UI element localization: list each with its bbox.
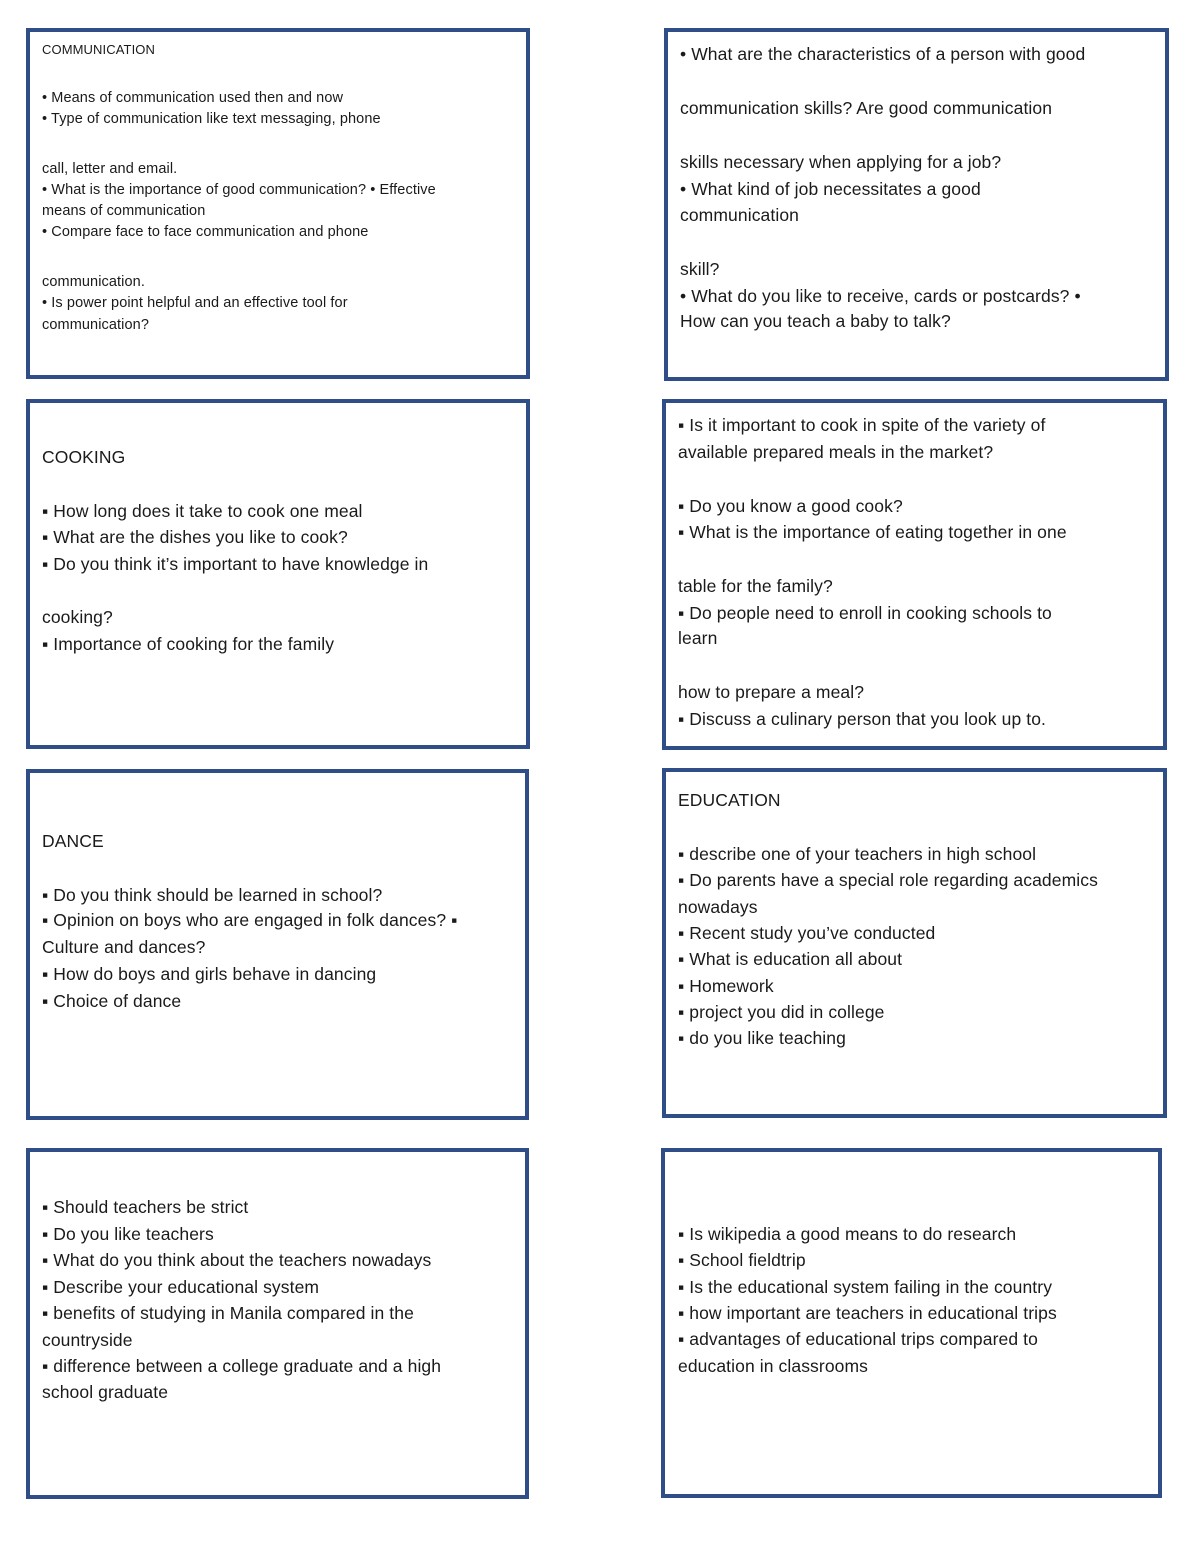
card-line: ▪ Is the educational system failing in the country [678, 1277, 1053, 1297]
card-line: ▪ School fieldtrip [678, 1250, 806, 1270]
card-line: ▪ Is it important to cook in spite of the variety of [678, 415, 1046, 435]
card-title: EDUCATION [678, 790, 781, 810]
card-line: ▪ How long does it take to cook one meal [42, 501, 363, 521]
card-line: How can you teach a baby to talk? [680, 311, 951, 331]
card-line: ▪ Do you think it’s important to have knowledge in [42, 554, 429, 574]
card-line: skills necessary when applying for a job? [680, 152, 1002, 172]
card-line: learn [678, 628, 718, 648]
card-line: • What are the characteristics of a person with good [680, 44, 1086, 64]
card-line: ▪ do you like teaching [678, 1028, 846, 1048]
card-line: skill? [680, 259, 720, 279]
card-line: ▪ Do you like teachers [42, 1224, 214, 1244]
card-line: ▪ Recent study you’ve conducted [678, 923, 936, 943]
card-title: DANCE [42, 831, 104, 851]
card-line: ▪ difference between a college graduate and a high [42, 1356, 442, 1376]
card-line: nowadays [678, 897, 758, 917]
card-line: communication [680, 205, 799, 225]
card-communication [26, 28, 530, 379]
card-line: ▪ Discuss a culinary person that you look up to. [678, 709, 1046, 729]
card-title: COMMUNICATION [42, 42, 155, 57]
card-line: ▪ What are the dishes you like to cook? [42, 527, 348, 547]
card-line: school graduate [42, 1382, 169, 1402]
card-line: • Means of communication used then and now [42, 90, 344, 106]
card-line: ▪ What is education all about [678, 949, 903, 969]
card-line: • Type of communication like text messaging, phone [42, 111, 381, 127]
card-line: ▪ benefits of studying in Manila compared in the [42, 1303, 414, 1323]
card-line: ▪ Importance of cooking for the family [42, 634, 335, 654]
card-line: • What kind of job necessitates a good [680, 179, 981, 199]
card-line: ▪ What do you think about the teachers nowadays [42, 1250, 432, 1270]
card-line: ▪ Opinion on boys who are engaged in folk dances? ▪ [42, 910, 458, 930]
card-line: how to prepare a meal? [678, 682, 865, 702]
card-line: ▪ Is wikipedia a good means to do research [678, 1224, 1017, 1244]
card-line: ▪ Homework [678, 976, 774, 996]
card-line: ▪ What is the importance of eating together in one [678, 522, 1067, 542]
card-education [662, 768, 1167, 1118]
card-line: ▪ Do parents have a special role regarding academics [678, 870, 1098, 890]
card-line: • Is power point helpful and an effective tool for [42, 295, 348, 311]
card-line: ▪ Describe your educational system [42, 1277, 320, 1297]
card-line: countryside [42, 1330, 133, 1350]
card-line: ▪ How do boys and girls behave in dancing [42, 964, 377, 984]
card-dance [26, 769, 529, 1120]
card-line: ▪ advantages of educational trips compared to [678, 1329, 1038, 1349]
card-line: education in classrooms [678, 1356, 869, 1376]
card-line: ▪ how important are teachers in educational trips [678, 1303, 1057, 1323]
card-line: communication? [42, 317, 149, 333]
card-line: communication skills? Are good communication [680, 98, 1053, 118]
card-line: ▪ Do you know a good cook? [678, 496, 903, 516]
card-line: means of communication [42, 203, 206, 219]
card-line: available prepared meals in the market? [678, 442, 994, 462]
card-line: ▪ Choice of dance [42, 991, 182, 1011]
card-line: ▪ Do people need to enroll in cooking schools to [678, 603, 1052, 623]
card-line: Culture and dances? [42, 937, 206, 957]
card-line: • What do you like to receive, cards or postcards? • [680, 286, 1081, 306]
card-line: • Compare face to face communication and phone [42, 224, 369, 240]
card-cooking-questions [662, 399, 1167, 750]
card-line: • What is the importance of good communication? • Effective [42, 182, 436, 198]
card-line: ▪ describe one of your teachers in high school [678, 844, 1037, 864]
card-teachers [26, 1148, 529, 1499]
card-title: COOKING [42, 447, 126, 467]
card-line: communication. [42, 274, 145, 290]
card-line: ▪ Do you think should be learned in school? [42, 885, 383, 905]
card-line: cooking? [42, 607, 113, 627]
card-line: ▪ project you did in college [678, 1002, 885, 1022]
card-educational-trips [661, 1148, 1162, 1498]
card-communication-skills [664, 28, 1169, 381]
card-cooking [26, 399, 530, 749]
card-line: table for the family? [678, 576, 833, 596]
card-line: call, letter and email. [42, 161, 178, 177]
card-line: ▪ Should teachers be strict [42, 1197, 249, 1217]
